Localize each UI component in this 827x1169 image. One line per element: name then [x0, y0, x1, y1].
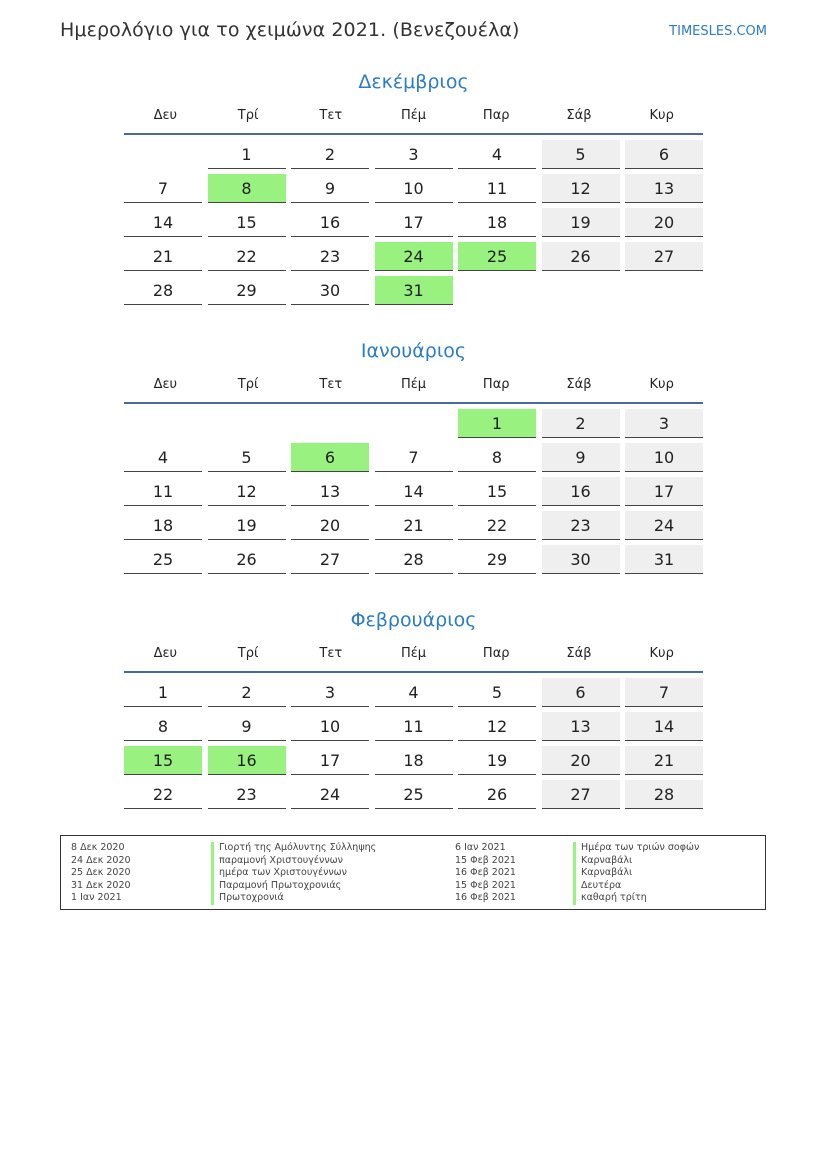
day-cell: 11	[124, 477, 202, 506]
weekday-label: Παρ	[482, 376, 510, 392]
day-cell: 22	[458, 511, 536, 540]
holiday-day-cell: 15	[124, 746, 202, 775]
holiday-day-cell: 25	[458, 242, 536, 271]
empty-cell	[208, 409, 286, 438]
day-cell: 23	[208, 780, 286, 809]
day-cell: 14	[375, 477, 453, 506]
day-cell: 12	[208, 477, 286, 506]
legend-date: 15 Φεβ 2021	[455, 854, 516, 866]
weekday-label: Τετ	[319, 645, 343, 661]
weekday-label: Παρ	[482, 645, 510, 661]
legend-holiday-name: παραμονή Χριστουγέννων	[211, 855, 376, 868]
weekday-label: Τετ	[319, 107, 343, 123]
day-cell: 4	[375, 678, 453, 707]
legend-dates-left	[71, 842, 131, 905]
weekday-label: Τρί	[237, 645, 259, 661]
day-cell: 10	[291, 712, 369, 741]
weekday-header	[124, 641, 703, 673]
page-title: Ημερολόγιο για το χειμώνα 2021. (Βενεζουέλα)	[60, 19, 520, 41]
holiday-day-cell: 24	[375, 242, 453, 271]
day-grid	[124, 140, 703, 305]
holiday-day-cell: 16	[208, 746, 286, 775]
holiday-day-cell: 8	[208, 174, 286, 203]
day-cell: 20	[625, 208, 703, 237]
day-cell: 27	[291, 545, 369, 574]
day-cell: 5	[458, 678, 536, 707]
weekday-label: Δευ	[153, 645, 178, 661]
legend-holiday-name: Ημέρα των τριών σοφών	[573, 842, 699, 855]
day-cell: 29	[458, 545, 536, 574]
day-cell: 14	[625, 712, 703, 741]
day-cell: 13	[625, 174, 703, 203]
day-cell: 21	[124, 242, 202, 271]
day-cell: 9	[291, 174, 369, 203]
weekday-label: Κυρ	[649, 376, 674, 392]
weekday-label: Πέμ	[400, 107, 427, 123]
weekday-label: Σάβ	[566, 376, 592, 392]
day-cell: 18	[458, 208, 536, 237]
month-february	[124, 607, 703, 809]
day-cell: 2	[542, 409, 620, 438]
day-cell: 17	[625, 477, 703, 506]
day-cell: 30	[542, 545, 620, 574]
holiday-day-cell: 6	[291, 443, 369, 472]
legend-holiday-name: καθαρή τρίτη	[573, 892, 699, 905]
day-cell: 26	[208, 545, 286, 574]
day-cell: 22	[208, 242, 286, 271]
weekday-header	[124, 103, 703, 135]
day-cell: 9	[208, 712, 286, 741]
day-cell: 24	[625, 511, 703, 540]
day-cell: 20	[291, 511, 369, 540]
legend-date: 31 Δεκ 2020	[71, 879, 131, 891]
day-cell: 12	[458, 712, 536, 741]
legend-holiday-name: ημέρα των Χριστουγέννων	[211, 867, 376, 880]
legend-date: 16 Φεβ 2021	[455, 892, 516, 903]
holiday-day-cell: 1	[458, 409, 536, 438]
empty-cell	[291, 409, 369, 438]
day-cell: 23	[291, 242, 369, 271]
day-cell: 22	[124, 780, 202, 809]
day-cell: 21	[375, 511, 453, 540]
day-cell: 27	[625, 242, 703, 271]
site-link[interactable]: TIMESLES.COM	[669, 24, 767, 39]
day-cell: 17	[291, 746, 369, 775]
day-cell: 11	[375, 712, 453, 741]
month-december	[124, 69, 703, 305]
day-cell: 27	[542, 780, 620, 809]
day-cell: 3	[625, 409, 703, 438]
weekday-label: Σάβ	[566, 645, 592, 661]
day-cell: 13	[291, 477, 369, 506]
legend-date: 1 Ιαν 2021	[71, 892, 122, 903]
day-cell: 7	[124, 174, 202, 203]
legend-dates-right	[455, 842, 516, 905]
legend-names-right	[573, 842, 699, 905]
holiday-day-cell: 31	[375, 276, 453, 305]
day-cell: 24	[291, 780, 369, 809]
day-cell: 10	[625, 443, 703, 472]
day-cell: 31	[625, 545, 703, 574]
legend-date: 6 Ιαν 2021	[455, 842, 506, 853]
weekday-label: Τρί	[237, 107, 259, 123]
day-cell: 8	[124, 712, 202, 741]
month-title: Φεβρουάριος	[350, 609, 477, 631]
legend-holiday-name: Καρναβάλι	[573, 867, 699, 880]
weekday-label: Κυρ	[649, 107, 674, 123]
day-cell: 28	[625, 780, 703, 809]
weekday-header	[124, 372, 703, 404]
legend-holiday-name: Γιορτή της Αμόλυντης Σύλληψης	[211, 842, 376, 855]
day-cell: 6	[542, 678, 620, 707]
month-january	[124, 338, 703, 574]
day-cell: 18	[124, 511, 202, 540]
day-cell: 10	[375, 174, 453, 203]
day-cell: 28	[375, 545, 453, 574]
day-cell: 16	[542, 477, 620, 506]
month-title: Ιανουάριος	[360, 340, 467, 362]
day-cell: 2	[291, 140, 369, 169]
day-cell: 3	[375, 140, 453, 169]
day-grid	[124, 409, 703, 574]
day-cell: 28	[124, 276, 202, 305]
empty-cell	[375, 409, 453, 438]
day-cell: 20	[542, 746, 620, 775]
weekday-label: Πέμ	[400, 376, 427, 392]
month-title: Δεκέμβριος	[358, 71, 469, 93]
legend-holiday-name: Παραμονή Πρωτοχρονιάς	[211, 880, 376, 893]
day-cell: 5	[208, 443, 286, 472]
day-cell: 25	[124, 545, 202, 574]
day-cell: 12	[542, 174, 620, 203]
weekday-label: Κυρ	[649, 645, 674, 661]
day-cell: 26	[458, 780, 536, 809]
day-cell: 21	[625, 746, 703, 775]
day-cell: 30	[291, 276, 369, 305]
holiday-legend	[60, 835, 766, 910]
weekday-label: Τρί	[237, 376, 259, 392]
day-cell: 2	[208, 678, 286, 707]
weekday-label: Τετ	[319, 376, 343, 392]
day-cell: 4	[124, 443, 202, 472]
weekday-label: Πέμ	[400, 645, 427, 661]
day-cell: 5	[542, 140, 620, 169]
day-cell: 9	[542, 443, 620, 472]
day-cell: 7	[375, 443, 453, 472]
day-cell: 23	[542, 511, 620, 540]
day-cell: 18	[375, 746, 453, 775]
day-cell: 19	[458, 746, 536, 775]
day-cell: 7	[625, 678, 703, 707]
day-cell: 14	[124, 208, 202, 237]
day-cell: 15	[458, 477, 536, 506]
day-cell: 29	[208, 276, 286, 305]
legend-date: 15 Φεβ 2021	[455, 879, 516, 891]
legend-date: 25 Δεκ 2020	[71, 867, 131, 878]
legend-names-left	[211, 842, 376, 905]
day-cell: 1	[208, 140, 286, 169]
weekday-label: Δευ	[153, 107, 178, 123]
day-cell: 1	[124, 678, 202, 707]
day-cell: 19	[542, 208, 620, 237]
legend-date: 24 Δεκ 2020	[71, 854, 131, 866]
legend-holiday-name: Πρωτοχρονιά	[211, 892, 376, 905]
day-grid	[124, 678, 703, 809]
weekday-label: Δευ	[153, 376, 178, 392]
day-cell: 25	[375, 780, 453, 809]
day-cell: 3	[291, 678, 369, 707]
day-cell: 4	[458, 140, 536, 169]
day-cell: 15	[208, 208, 286, 237]
day-cell: 13	[542, 712, 620, 741]
weekday-label: Σάβ	[566, 107, 592, 123]
legend-date: 16 Φεβ 2021	[455, 867, 516, 878]
legend-holiday-name: Δευτέρα	[573, 880, 699, 893]
day-cell: 6	[625, 140, 703, 169]
day-cell: 26	[542, 242, 620, 271]
day-cell: 8	[458, 443, 536, 472]
day-cell: 17	[375, 208, 453, 237]
weekday-label: Παρ	[482, 107, 510, 123]
legend-holiday-name: Καρναβάλι	[573, 855, 699, 868]
day-cell: 19	[208, 511, 286, 540]
day-cell: 11	[458, 174, 536, 203]
empty-cell	[124, 409, 202, 438]
day-cell: 16	[291, 208, 369, 237]
legend-date: 8 Δεκ 2020	[71, 842, 125, 853]
empty-cell	[124, 140, 202, 169]
